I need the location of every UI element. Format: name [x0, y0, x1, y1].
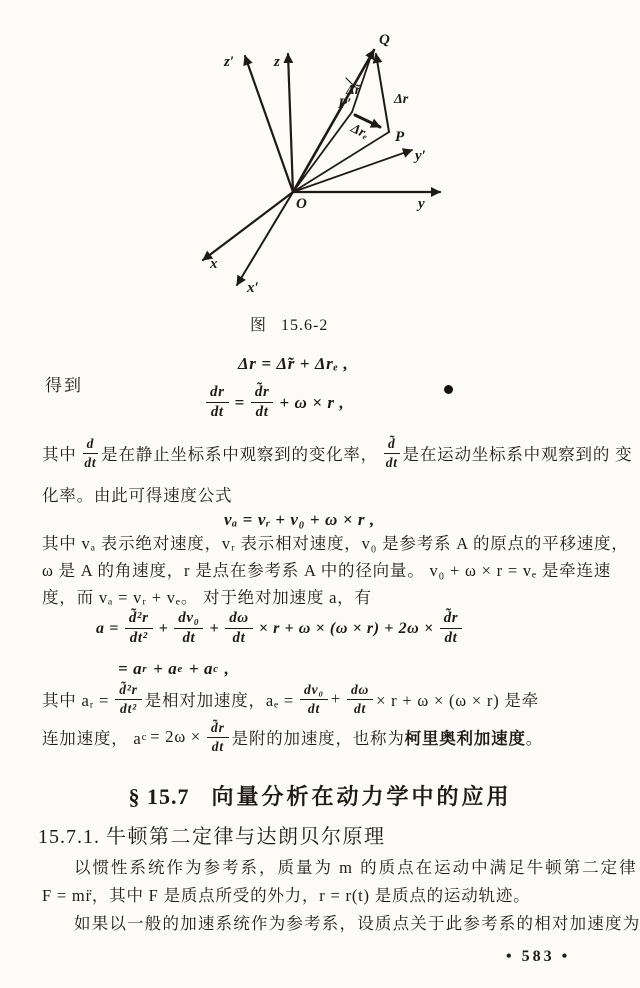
origin-label: O	[296, 196, 307, 212]
paragraph-5-line-1: 如果以一般的加速系统作为参考系，设质点关于此参考系的相对加速度为	[74, 914, 640, 933]
equation-acceleration	[96, 610, 468, 648]
vector-O-to-Q	[293, 50, 374, 192]
fraction-numerator: dω	[347, 682, 373, 700]
fraction	[251, 384, 274, 422]
fraction-numerator: dω	[225, 610, 253, 629]
paragraph-3-line-2	[42, 720, 546, 754]
text-run: 是在运动坐标系中观察到的 变	[402, 445, 633, 465]
fraction-denominator: dt	[211, 738, 224, 754]
fraction-denominator: dt²	[129, 630, 148, 647]
fraction	[300, 682, 328, 716]
paragraph-2-line-2: ω 是 A 的角速度，r 是点在参考系 A 中的径向量。 v₀ + ω × r = vₑ 是牵连速	[42, 561, 612, 580]
fraction-denominator: dt	[182, 630, 196, 647]
fraction	[347, 682, 373, 716]
fraction-numerator: d̃r	[207, 720, 229, 738]
equation-delta-r: Δr = Δ̃r + Δrₑ ,	[238, 354, 349, 373]
fraction-denominator: dt	[232, 630, 246, 647]
x-axis-label: x	[210, 256, 218, 272]
paragraph-1-line-2: 化率。由此可得速度公式	[42, 486, 233, 505]
paragraph-3-line-1	[42, 682, 542, 716]
subscript-r: r	[142, 663, 148, 675]
text-run: 连加速度， a	[42, 729, 142, 749]
fraction-denominator: dt²	[120, 700, 137, 716]
equation-velocity: vₐ = vᵣ + v₀ + ω × r ,	[224, 510, 375, 529]
vector-O-to-P-prime	[293, 112, 352, 192]
text-run: 是在静止坐标系中观察到的变化率，	[101, 445, 378, 465]
equation-comma: ,	[224, 659, 230, 678]
equation-acceleration-sum	[118, 659, 235, 679]
equation-middle: × r + ω × (ω × r) + 2ω ×	[258, 619, 434, 637]
ink-spot	[444, 385, 453, 394]
text-run: 其中	[42, 445, 77, 465]
fraction-denominator: dt	[255, 404, 269, 421]
section-number: § 15.7	[128, 784, 190, 809]
subsection-heading	[38, 820, 386, 849]
x-prime-axis-label: x′	[247, 280, 259, 296]
figure-coordinate-diagram	[150, 8, 480, 308]
fraction	[174, 610, 203, 648]
z-prime-axis-label: z′	[224, 54, 235, 70]
paragraph-1-line-1	[42, 436, 635, 470]
vector-delta-r	[376, 54, 389, 132]
y-prime-axis	[293, 150, 412, 192]
fraction-numerator: dv₀	[174, 610, 203, 629]
delta-r-label: Δr	[394, 92, 409, 107]
point-Q-label: Q	[379, 32, 390, 48]
subscript-e: e	[177, 663, 183, 675]
y-prime-axis-label: y′	[415, 148, 426, 164]
subsection-title: 牛顿第二定律与达朗贝尔原理	[106, 826, 386, 848]
fraction-denominator: dt	[444, 630, 458, 647]
subscript-c: c	[213, 663, 219, 675]
fraction-denominator: dt	[385, 454, 398, 470]
plus-sign: +	[330, 689, 341, 709]
subsection-number: 15.7.1.	[38, 826, 100, 848]
vector-O-to-P	[293, 132, 389, 192]
figure-caption	[250, 312, 328, 335]
fraction-denominator: dt	[84, 454, 97, 470]
fraction-denominator: dt	[353, 700, 367, 716]
fraction	[83, 436, 99, 470]
delta-r-tilde-label: Δ̃r	[346, 83, 361, 98]
fraction-numerator: d	[83, 436, 99, 454]
equation-lhs: a =	[96, 619, 119, 637]
equation-term: = a	[118, 659, 143, 678]
z-prime-axis	[245, 56, 293, 192]
section-title: 向量分析在动力学中的应用	[211, 784, 512, 809]
equation-dr-dt	[206, 384, 350, 422]
figure-caption-prefix: 图	[250, 317, 268, 334]
z-axis-label: z	[274, 54, 280, 70]
subscript-c: c	[141, 731, 148, 744]
fraction-numerator: dr	[206, 384, 229, 403]
point-P-prime-label: P′	[338, 96, 352, 112]
fraction-denominator: dt	[307, 700, 320, 716]
fraction	[225, 610, 253, 648]
lead-in-text: 得到	[45, 376, 83, 395]
fraction	[440, 610, 463, 648]
figure-caption-number: 15.6-2	[281, 317, 329, 334]
fraction-denominator: dt	[210, 404, 224, 421]
equation-tail: + ω × r ,	[279, 392, 345, 412]
fraction	[125, 610, 153, 648]
paragraph-2-line-3: 度，而 vₐ = vᵣ + vₑ。 对于绝对加速度 a，有	[42, 588, 372, 607]
fraction	[207, 720, 229, 754]
delta-r-e-label: Δrₑ	[348, 121, 372, 143]
x-prime-axis	[237, 192, 293, 285]
fraction	[206, 384, 229, 422]
page-number: • 583 •	[506, 948, 571, 965]
text-run: 是相对加速度，aₑ =	[144, 691, 295, 711]
paragraph-4-line-1: 以惯性系统作为参考系，质量为 m 的质点在运动中满足牛顿第二定律	[74, 858, 638, 877]
y-axis-label: y	[418, 196, 425, 212]
text-run: 。	[525, 729, 544, 749]
fraction	[384, 436, 400, 470]
equation-term: + a	[188, 659, 214, 678]
fraction-numerator: d̃r	[440, 610, 463, 629]
fraction	[115, 682, 141, 716]
text-run: = 2ω ×	[150, 727, 202, 747]
text-run: 其中 aᵣ =	[42, 691, 110, 711]
z-axis	[288, 54, 293, 192]
fraction-numerator: d̃²r	[125, 610, 153, 629]
section-heading	[0, 780, 640, 811]
plus-sign: +	[158, 619, 169, 637]
fraction-numerator: d̃²r	[115, 682, 141, 700]
fraction-numerator: dv₀	[300, 682, 328, 700]
x-axis	[203, 192, 293, 260]
equals-sign: =	[234, 392, 245, 412]
fraction-numerator: d̃	[384, 436, 400, 454]
fraction-numerator: d̃r	[251, 384, 274, 403]
text-run: 是附的加速度，也称为	[231, 729, 405, 749]
equation-term: + a	[153, 659, 178, 678]
paragraph-4-line-2: F = mr̈，其中 F 是质点所受的外力，r = r(t) 是质点的运动轨迹。	[42, 886, 531, 905]
coriolis-term-bold: 柯里奥利加速度	[404, 729, 526, 749]
paragraph-2-line-1: 其中 vₐ 表示绝对速度，vᵣ 表示相对速度，v₀ 是参考系 A 的原点的平移速度，	[42, 534, 629, 553]
point-P-label: P	[395, 129, 405, 145]
plus-sign: +	[209, 619, 220, 637]
text-run: × r + ω × (ω × r) 是牵	[376, 691, 540, 711]
